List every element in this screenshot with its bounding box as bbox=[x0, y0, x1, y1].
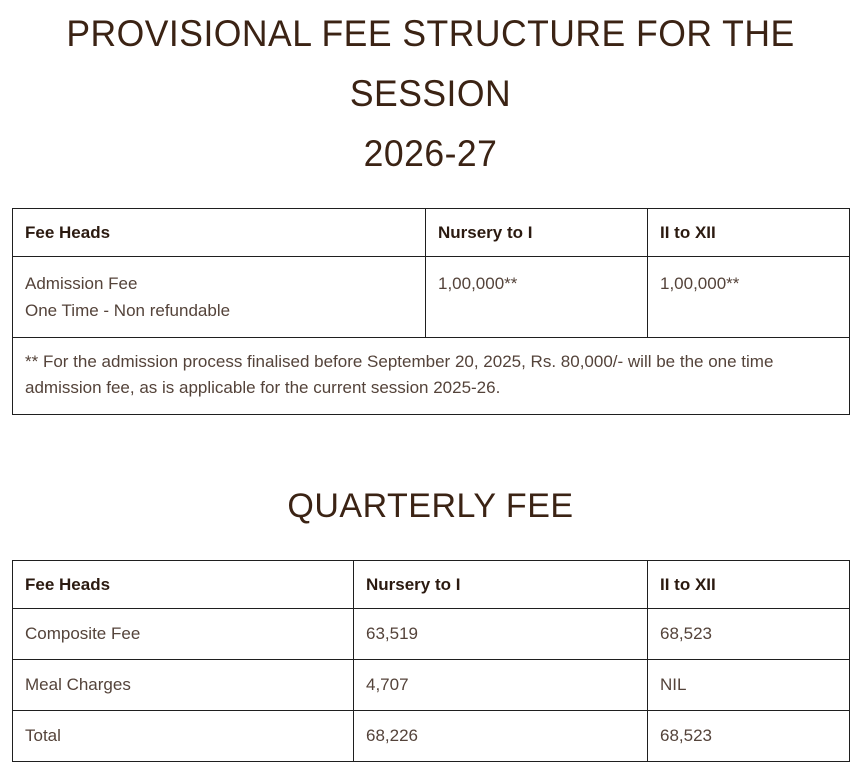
quarterly-fee-table bbox=[12, 560, 850, 762]
table-row-composite-fee bbox=[13, 609, 850, 660]
fee-value-cell-nursery: 4,707 bbox=[354, 660, 648, 711]
header-cell-nursery-to-i: Nursery to I bbox=[426, 209, 648, 257]
fee-head-cell: Composite Fee bbox=[13, 609, 354, 660]
table-header-row bbox=[13, 209, 850, 257]
fee-value-cell-ii-xii: NIL bbox=[648, 660, 850, 711]
table-row-meal-charges bbox=[13, 660, 850, 711]
page-title bbox=[17, 4, 844, 184]
page-title-line-2: 2026-27 bbox=[363, 133, 498, 174]
header-cell-fee-heads: Fee Heads bbox=[13, 561, 354, 609]
page-title-line-1: PROVISIONAL FEE STRUCTURE FOR THE SESSION bbox=[66, 13, 795, 114]
admission-fee-label: Admission Fee bbox=[25, 274, 138, 293]
fee-head-cell bbox=[13, 257, 426, 338]
header-cell-fee-heads: Fee Heads bbox=[13, 209, 426, 257]
header-cell-ii-to-xii: II to XII bbox=[648, 561, 850, 609]
fee-value-cell-nursery: 1,00,000** bbox=[426, 257, 648, 338]
header-cell-ii-to-xii: II to XII bbox=[648, 209, 850, 257]
fee-head-cell: Meal Charges bbox=[13, 660, 354, 711]
admission-fee-sublabel: One Time - Non refundable bbox=[25, 301, 231, 320]
fee-value-cell-ii-xii: 68,523 bbox=[648, 609, 850, 660]
fee-value-cell-nursery: 63,519 bbox=[354, 609, 648, 660]
fee-value-cell-ii-xii: 68,523 bbox=[648, 711, 850, 762]
spacer bbox=[0, 184, 861, 208]
fee-value-cell-nursery: 68,226 bbox=[354, 711, 648, 762]
table-row-total bbox=[13, 711, 850, 762]
table-row bbox=[13, 257, 850, 338]
fee-value-cell-ii-xii: 1,00,000** bbox=[648, 257, 850, 338]
footnote-row bbox=[13, 338, 850, 415]
provisional-fee-table bbox=[12, 208, 850, 415]
footnote-text: ** For the admission process finalised before September 20, 2025, Rs. 80,000/- will be the one time admission fee, as is applicable for the current session 2025-26. bbox=[13, 338, 850, 415]
quarterly-fee-heading: QUARTERLY FEE bbox=[287, 487, 574, 525]
fee-structure-page bbox=[0, 4, 861, 745]
header-cell-nursery-to-i: Nursery to I bbox=[354, 561, 648, 609]
table-header-row bbox=[13, 561, 850, 609]
fee-head-cell: Total bbox=[13, 711, 354, 762]
